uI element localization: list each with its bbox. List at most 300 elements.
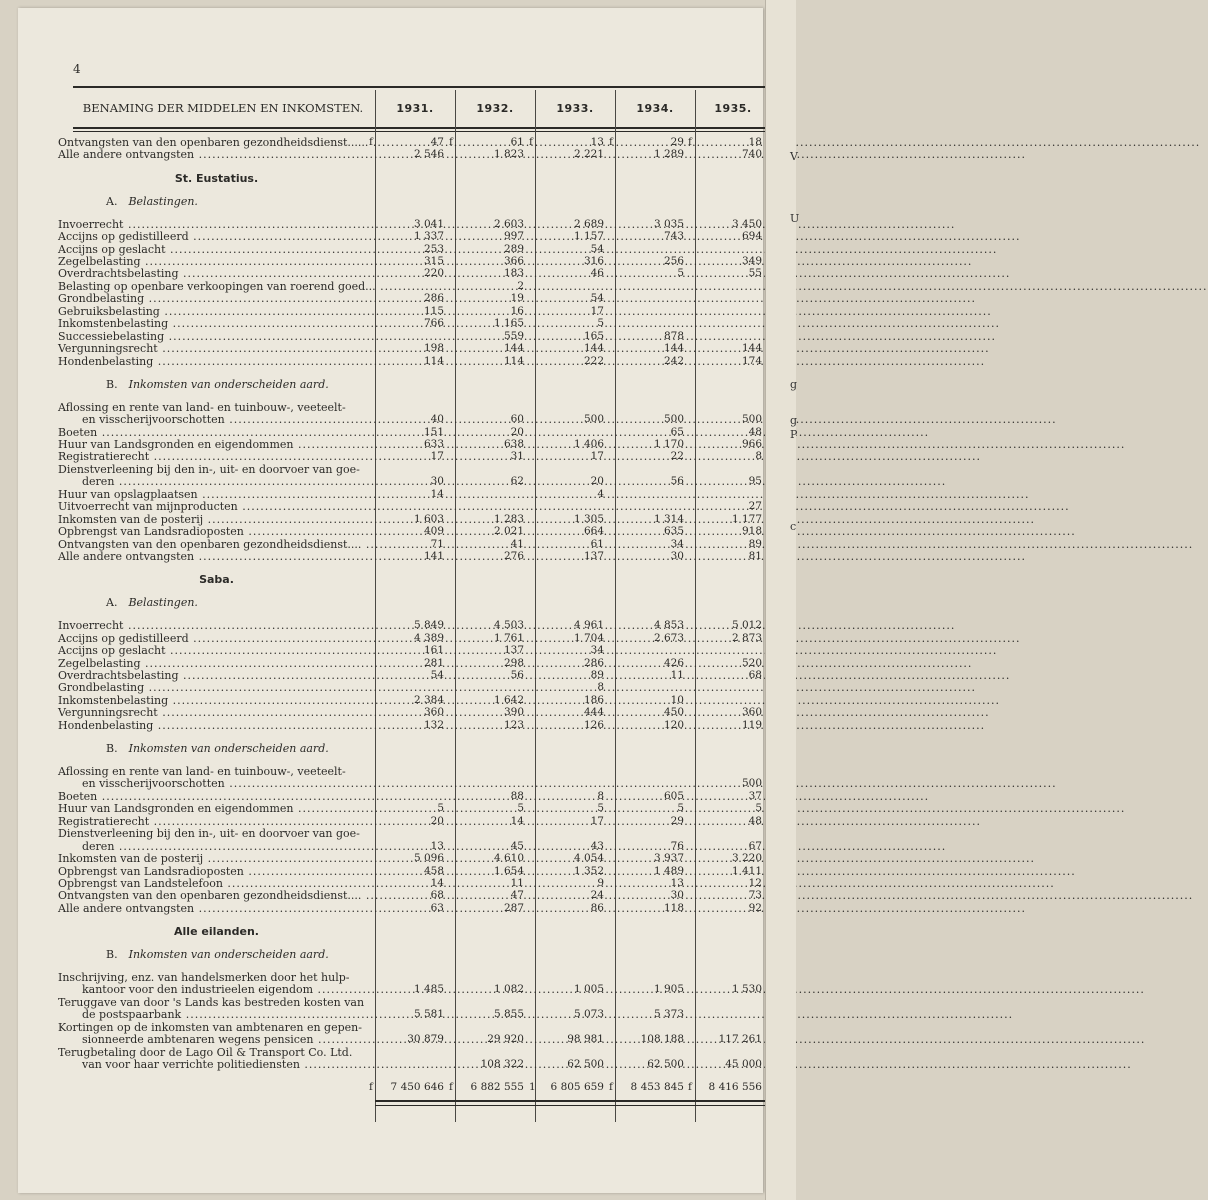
table-row (18, 706, 763, 719)
subsection-prefix: A. (106, 596, 118, 610)
row-label (58, 632, 375, 645)
subsection-title: Belastingen. (128, 596, 198, 610)
value-cell: 76 (670, 839, 684, 852)
row-label-text: Boeten ..... (58, 426, 929, 439)
row-label-text: Aflossing en rente van land- en tuinbouw-, veeteelt- (58, 400, 346, 414)
value-cell: 5 849 (413, 619, 444, 632)
table-body (18, 8, 763, 1193)
table-row (18, 971, 763, 984)
row-label-text: en visscherijvoorschotten ..... (82, 413, 1057, 426)
value-cell: 366 (503, 254, 524, 267)
value-cell: 5 073 (573, 1008, 604, 1021)
row-label (58, 355, 375, 368)
row-label (58, 292, 375, 305)
value-cell: 4 853 (653, 619, 684, 632)
value-cell: 1 337 (413, 230, 444, 243)
table-row (18, 777, 763, 790)
row-label-text: Aflossing en rente van land- en tuinbouw-, veeteelt- (58, 764, 346, 778)
value-cell: 62 500 (567, 1058, 604, 1071)
florin-sign: f (449, 1081, 453, 1094)
value-cell: 31 (510, 450, 524, 463)
florin-sign: f (529, 136, 533, 148)
row-label-text: Dienstverleening bij den in-, uit- en doorvoer van goe- (58, 462, 360, 476)
value-cell: 54 (590, 292, 604, 305)
table-row (18, 342, 763, 355)
value-cell: 14 (430, 876, 444, 889)
value-cell: 8 (755, 450, 762, 463)
value-cell: 71 (430, 537, 444, 550)
value-cell: 115 (423, 304, 444, 317)
value-cell: 2 546 (413, 148, 444, 161)
value-cell: 117 261 (718, 1033, 762, 1046)
value-cell: 1 177 (731, 512, 762, 525)
row-label (58, 877, 375, 890)
value-cell: 1 905 (653, 983, 684, 996)
table-row (18, 865, 763, 878)
row-label (58, 815, 375, 828)
table-row (18, 267, 763, 280)
value-cell: 8 453 845 (630, 1081, 684, 1094)
value-cell: 17 (430, 450, 444, 463)
row-label (58, 996, 375, 1009)
value-cell: 5 (677, 802, 684, 815)
value-cell: 276 (503, 550, 524, 563)
row-label-text: van voor haar verrichte politiediensten ..... (82, 1058, 1132, 1071)
row-label-text: Dienstverleening bij den in-, uit- en doorvoer van goe- (58, 827, 360, 841)
row-label-text: Registratierecht ..... (58, 815, 981, 828)
table-row (18, 550, 763, 563)
table-row (18, 355, 763, 368)
value-cell: 16 (510, 304, 524, 317)
value-cell: 1 305 (573, 512, 604, 525)
row-label-text: de postspaarbank ..... (82, 1008, 1013, 1021)
row-label-text: Huur van Landsgronden en eigendommen ..... (58, 438, 1125, 451)
value-cell: 10 (670, 693, 684, 706)
value-cell: 4 961 (573, 619, 604, 632)
header-year-1934: 1934. (636, 101, 674, 115)
value-cell: 144 (663, 342, 684, 355)
value-cell: 1 314 (653, 512, 684, 525)
value-cell: 4 389 (413, 631, 444, 644)
row-label-text: en visscherijvoorschotten ..... (82, 777, 1057, 790)
row-label (58, 342, 375, 355)
value-cell: 2 689 (573, 217, 604, 230)
value-cell: 68 (430, 889, 444, 902)
table-row (18, 790, 763, 803)
row-label-text: Gebruiksbelasting ..... (58, 305, 992, 318)
table-row (18, 694, 763, 707)
value-cell: 56 (670, 475, 684, 488)
value-cell: 2 384 (413, 693, 444, 706)
header-title: BENAMING DER MIDDELEN EN INKOMSTEN. (82, 101, 364, 115)
table-row (18, 644, 763, 657)
value-cell: 46 (590, 267, 604, 280)
value-cell: 183 (503, 267, 524, 280)
value-cell: 3 041 (413, 217, 444, 230)
row-label-text: Ontvangsten van den openbaren gezondheidsdienst.... ..... (58, 889, 1193, 902)
value-cell: 500 (741, 413, 762, 426)
value-cell: 5 (755, 802, 762, 815)
table-row (18, 815, 763, 828)
value-cell: 144 (741, 342, 762, 355)
row-label-text: Successiebelasting ..... (58, 330, 996, 343)
value-cell: 141 (423, 550, 444, 563)
value-cell: 220 (423, 267, 444, 280)
table-row (18, 500, 763, 513)
row-label-text: Opbrengst van Landsradioposten ..... (58, 525, 1076, 538)
adjacent-page-letter: U (790, 212, 800, 225)
value-cell: 3 035 (653, 217, 684, 230)
table-row (18, 538, 763, 551)
value-cell: 119 (741, 718, 762, 731)
value-cell: 605 (663, 789, 684, 802)
value-cell: 6 805 659 (550, 1081, 604, 1094)
row-label (58, 172, 375, 185)
value-cell: 61 (510, 136, 524, 148)
value-cell: 123 (503, 718, 524, 731)
row-label-text: Zegelbelasting ..... (58, 255, 972, 268)
table-row (18, 513, 763, 526)
value-cell: 108 322 (480, 1058, 524, 1071)
value-cell: 22 (670, 450, 684, 463)
table-row (18, 463, 763, 476)
value-cell: 8 (597, 681, 604, 694)
row-label-text: deren ..... (82, 840, 946, 853)
row-label-text: Boeten ..... (58, 790, 929, 803)
value-cell: 1 485 (413, 983, 444, 996)
table-row (18, 840, 763, 853)
florin-sign: f (609, 1081, 613, 1094)
table-row (18, 632, 763, 645)
value-cell: 92 (748, 901, 762, 914)
row-label-text: Kortingen op de inkomsten van ambtenaren en gepen- (58, 1020, 362, 1034)
value-cell: 19 (510, 292, 524, 305)
value-cell: 56 (510, 669, 524, 681)
value-cell: 1 157 (573, 230, 604, 243)
table-row (18, 438, 763, 451)
value-cell: 165 (583, 329, 604, 342)
table-row (18, 255, 763, 268)
value-cell: 997 (503, 230, 524, 243)
value-cell: 1 823 (493, 148, 524, 161)
table-row (18, 657, 763, 670)
row-label (106, 596, 423, 609)
row-label-text: Inkomsten van de posterij ..... (58, 852, 1035, 865)
row-label-text: Grondbelasting ..... (58, 292, 976, 305)
value-cell: 20 (590, 475, 604, 488)
row-label-text: Hondenbelasting ..... (58, 355, 985, 368)
row-label-text: sionneerde ambtenaren wegens pensicen ..... (82, 1033, 1145, 1046)
row-label-text: Accijns op geslacht ..... (58, 243, 997, 256)
value-cell: 1 170 (653, 438, 684, 450)
value-cell: 444 (583, 706, 604, 719)
row-label (106, 195, 423, 208)
page-number: 4 (73, 62, 81, 76)
section-heading (18, 925, 763, 938)
value-cell: 5 096 (413, 852, 444, 865)
row-label (58, 1021, 375, 1034)
value-cell: 20 (430, 814, 444, 827)
row-label (58, 538, 375, 551)
value-cell: 5 373 (653, 1008, 684, 1021)
value-cell: 7 450 646 (390, 1081, 444, 1094)
footer-rule-2 (375, 1105, 771, 1106)
adjacent-page-letter: g (790, 414, 798, 427)
value-cell: 126 (583, 718, 604, 731)
row-label (58, 317, 375, 330)
table-row (18, 983, 763, 996)
florin-sign: f (369, 136, 373, 148)
value-cell: 144 (583, 342, 604, 355)
value-cell: 60 (510, 413, 524, 426)
value-cell: 27 (748, 500, 762, 513)
florin-sign: f (688, 1081, 692, 1094)
value-cell: 500 (663, 413, 684, 426)
table-row (18, 148, 763, 161)
value-cell: 287 (503, 901, 524, 914)
table-row (18, 426, 763, 439)
value-cell: 9 (597, 876, 604, 889)
value-cell: 5 012 (731, 619, 762, 632)
value-cell: 151 (423, 425, 444, 438)
row-label-text: St. Eustatius. (174, 171, 259, 185)
value-cell: 4 (597, 487, 604, 500)
value-cell: 48 (748, 425, 762, 438)
row-label-text: Ontvangsten van den openbaren gezondheidsdienst...... ..... (58, 136, 1200, 149)
value-cell: 132 (423, 718, 444, 731)
row-label (58, 525, 375, 538)
value-cell: 1 406 (573, 438, 604, 450)
row-label (58, 330, 375, 343)
value-cell: 68 (748, 669, 762, 681)
table-row (18, 719, 763, 732)
value-cell: 30 (430, 475, 444, 488)
row-label (58, 902, 375, 915)
value-cell: 5 (437, 802, 444, 815)
value-cell: 2 603 (493, 217, 524, 230)
value-cell: 13 (590, 136, 604, 148)
value-cell: 11 (670, 669, 684, 681)
subsection-heading (18, 596, 763, 609)
table-row (18, 1021, 763, 1034)
value-cell: 88 (510, 789, 524, 802)
value-cell: 1 352 (573, 864, 604, 877)
value-cell: 500 (741, 777, 762, 790)
value-cell: 559 (503, 329, 524, 342)
value-cell: 256 (663, 254, 684, 267)
value-cell: 62 500 (647, 1058, 684, 1071)
value-cell: 17 (590, 814, 604, 827)
value-cell: 298 (503, 656, 524, 669)
row-label-text: Overdrachtsbelasting ..... (58, 669, 1010, 682)
row-label-text: Inkomstenbelasting ..... (58, 694, 1000, 707)
row-label (58, 889, 375, 902)
value-cell: 48 (748, 814, 762, 827)
value-cell: 315 (423, 254, 444, 267)
row-label (58, 136, 375, 149)
value-cell: 73 (748, 889, 762, 902)
value-cell: 5 (597, 317, 604, 330)
value-cell: 54 (430, 669, 444, 681)
row-label (58, 500, 375, 513)
subsection-title: Inkomsten van onderscheiden aard. (128, 947, 329, 961)
row-label (58, 148, 375, 161)
value-cell: 17 (590, 450, 604, 463)
value-cell: 390 (503, 706, 524, 719)
table-row (18, 218, 763, 231)
value-cell: 161 (423, 644, 444, 657)
total-row (18, 1081, 763, 1094)
value-cell: 426 (663, 656, 684, 669)
subsection-prefix: A. (106, 194, 118, 208)
value-cell: 1 642 (493, 693, 524, 706)
value-cell: 30 879 (407, 1033, 444, 1046)
value-cell: 743 (663, 230, 684, 243)
row-label (58, 852, 375, 865)
header-year-1931: 1931. (396, 101, 434, 115)
adjacent-page-letter: P (790, 428, 798, 441)
value-cell: 114 (423, 354, 444, 367)
florin-sign: f (688, 136, 692, 148)
value-cell: 5 (517, 802, 524, 815)
value-cell: 30 (670, 550, 684, 563)
row-label-text: Overdrachtsbelasting ..... (58, 267, 1010, 280)
row-label-text: Vergunningsrecht ..... (58, 706, 990, 719)
value-cell: 54 (590, 242, 604, 255)
table-row (18, 1008, 763, 1021)
table-row (18, 902, 763, 915)
row-label-text: Inschrijving, enz. van handelsmerken door het hulp- (58, 971, 350, 984)
row-label (106, 742, 423, 755)
row-label (58, 426, 375, 439)
subsection-heading (18, 948, 763, 961)
row-label-text: Terugbetaling door de Lago Oil & Transport Co. Ltd. (58, 1045, 353, 1059)
row-label-text: Invoerrecht ..... (58, 218, 955, 231)
section-heading (18, 573, 763, 586)
table-row (18, 488, 763, 501)
value-cell: 286 (583, 656, 604, 669)
value-cell: 5 (597, 802, 604, 815)
adjacent-page-edge (765, 0, 800, 1200)
value-cell: 4 054 (573, 852, 604, 865)
row-label (58, 243, 375, 256)
value-cell: 4 503 (493, 619, 524, 632)
row-label (58, 706, 375, 719)
value-cell: 966 (741, 438, 762, 450)
value-cell: 450 (663, 706, 684, 719)
table-row (18, 996, 763, 1009)
table-row (18, 292, 763, 305)
footer-rule (375, 1100, 771, 1102)
value-cell: 8 416 556 (708, 1081, 762, 1094)
value-cell: 3 450 (731, 217, 762, 230)
table-row (18, 1046, 763, 1059)
value-cell: 41 (510, 537, 524, 550)
row-label-text: Alle andere ontvangsten ..... (58, 902, 1026, 915)
adjacent-page-letter: V (790, 150, 798, 163)
table-row (18, 450, 763, 463)
row-label (58, 267, 375, 280)
value-cell: 89 (748, 537, 762, 550)
value-cell: 45 000 (725, 1058, 762, 1071)
row-label (58, 550, 375, 563)
row-label-text: Alle eilanden. (174, 924, 259, 938)
value-cell: 3 220 (731, 852, 762, 865)
value-cell: 137 (583, 550, 604, 563)
value-cell: 67 (748, 839, 762, 852)
table-row (18, 280, 763, 293)
row-label (106, 948, 423, 961)
subsection-title: Inkomsten van onderscheiden aard. (128, 741, 329, 755)
row-label (82, 1058, 399, 1071)
row-label (58, 438, 375, 451)
value-cell: 17 (590, 304, 604, 317)
value-cell: 11 (510, 876, 524, 889)
subsection-prefix: B. (106, 947, 118, 961)
row-label (82, 1008, 399, 1021)
value-cell: 1 165 (493, 317, 524, 330)
row-label-text: Alle andere ontvangsten ..... (58, 148, 1026, 161)
row-label (58, 450, 375, 463)
value-cell: 1 654 (493, 864, 524, 877)
row-label (58, 669, 375, 682)
value-cell: 29 (670, 136, 684, 148)
row-label-text: Inkomsten van de posterij ..... (58, 513, 1035, 526)
value-cell: 6 882 555 (470, 1081, 524, 1094)
value-cell: 1 289 (653, 148, 684, 161)
row-label (58, 865, 375, 878)
row-label (82, 475, 399, 488)
row-label (58, 719, 375, 732)
row-label-text: Grondbelasting ..... (58, 681, 976, 694)
value-cell: 500 (583, 413, 604, 426)
table-row (18, 765, 763, 778)
row-label-text: Registratierecht ..... (58, 450, 981, 463)
value-cell: 29 920 (487, 1033, 524, 1046)
value-cell: 81 (748, 550, 762, 563)
row-label-text: kantoor voor den industrieelen eigendom ..... (82, 983, 1145, 996)
value-cell: 3 937 (653, 852, 684, 865)
value-cell: 360 (741, 706, 762, 719)
row-label-text: Saba. (199, 573, 234, 587)
value-cell: 222 (583, 354, 604, 367)
value-cell: 694 (741, 230, 762, 243)
table-row (18, 619, 763, 632)
value-cell: 174 (741, 354, 762, 367)
row-label (82, 1033, 399, 1046)
row-label-text: Belasting op openbare verkoopingen van roerend goed... ..... (58, 280, 1208, 293)
value-cell: 8 (597, 789, 604, 802)
value-cell: 30 (670, 889, 684, 902)
row-label (58, 463, 375, 476)
value-cell: 1 761 (493, 631, 524, 644)
row-label (58, 827, 375, 840)
table-row (18, 1058, 763, 1071)
row-label (58, 619, 375, 632)
row-label (58, 694, 375, 707)
subsection-title: Inkomsten van onderscheiden aard. (128, 377, 329, 391)
value-cell: 409 (423, 525, 444, 538)
value-cell: 635 (663, 525, 684, 538)
value-cell: 120 (663, 718, 684, 731)
value-cell: 37 (748, 789, 762, 802)
value-cell: 47 (430, 136, 444, 148)
value-cell: 1 283 (493, 512, 524, 525)
table-row (18, 475, 763, 488)
row-label-text: deren ..... (82, 475, 946, 488)
row-label (82, 840, 399, 853)
value-cell: 144 (503, 342, 524, 355)
